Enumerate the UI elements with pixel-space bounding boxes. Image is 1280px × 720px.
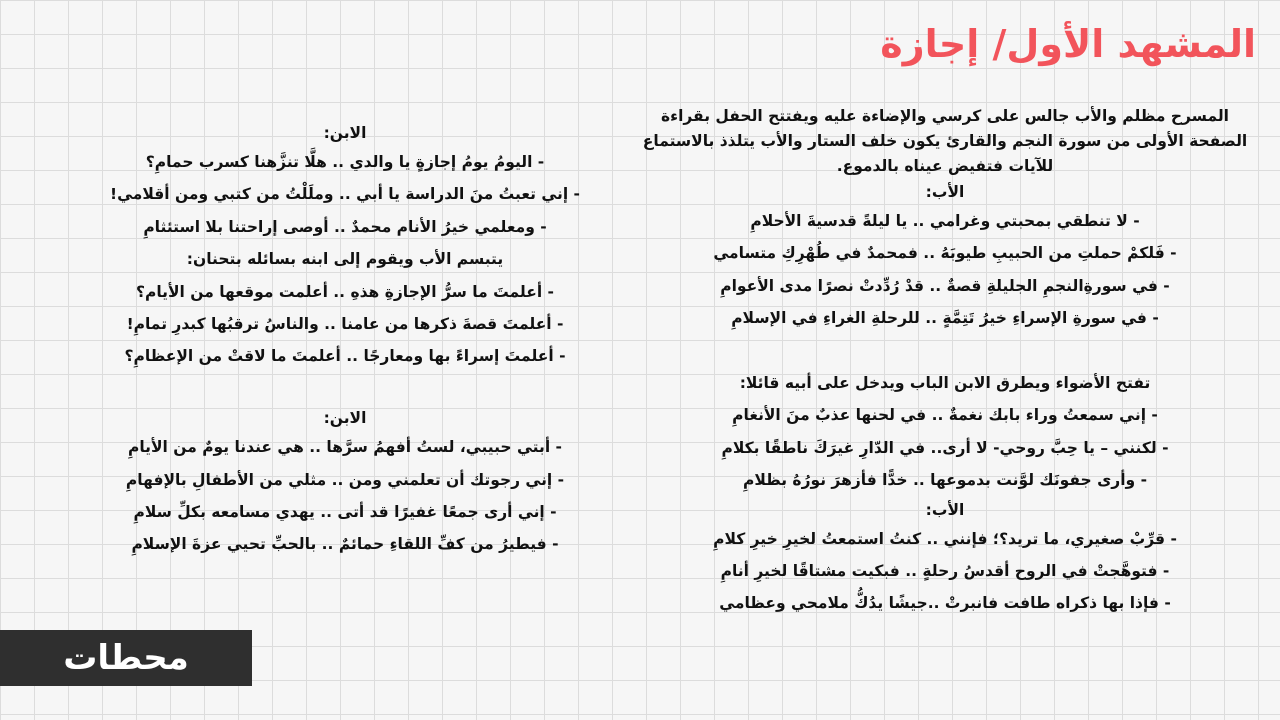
brand-logo: محطات — [0, 630, 252, 686]
verse-line: - وأرى جفونَك لوَّنت بدموعها .. خدًّا فأزهرَ نورُهُ بظلامِ — [742, 471, 1148, 490]
verse-line: - لا تنطقي بمحبتي وغرامي .. يا ليلةً قدسيةَ الأحلامِ — [750, 212, 1140, 230]
verse-line: - فَلكمْ حملتِ من الحبيبِ طيوبَهُ .. فمحمدٌ في طُهْرِكِ متسامي — [713, 244, 1177, 263]
verse-line: - في سورةِ الإسراءِ خيرُ تَتِمَّةٍ .. للرحلةِ الغراءِ في الإسلامِ — [731, 309, 1159, 328]
verse-line: - إني سمعتُ وراء بابك نغمةٌ .. في لحنها عذبٌ منَ الأنغامِ — [732, 406, 1158, 425]
speaker-label-son: الابن: — [323, 409, 367, 428]
spacer — [640, 335, 1250, 367]
verse-line: - أعلمتَ ما سرُّ الإجازةِ هذهِ .. أعلمت موقعها من الأيام؟ — [136, 282, 554, 301]
verse-line: - فتوهَّجتْ في الروح أقدسُ رحلةٍ .. فبكيت مشتاقًا لخيرِ أنامِ — [720, 561, 1170, 580]
speaker-label-son: الابن: — [323, 124, 367, 142]
speaker-label-father: الأب: — [925, 500, 965, 519]
verse-line: - فيطيرُ من كفِّ اللقاءِ حمائمٌ .. بالحبِّ تحيي عزةَ الإسلامِ — [131, 535, 559, 554]
verse-line: - إني أرى جمعًا غفيرًا قد أتى .. يهدي مسامعه بكلِّ سلامِ — [133, 502, 557, 521]
verse-line: - ومعلمي خيرُ الأنام محمدٌ .. أوصى إراحتنا بلا استئثامِ — [143, 217, 547, 236]
verse-line: - أعلمتَ قصةَ ذكرها من عامنا .. والناسُ ترقبُها كبدرِ تمامِ! — [126, 314, 564, 333]
spacer — [110, 373, 580, 405]
verse-line: - إني رجوتك أن تعلمني ومن .. مثلي من الأطفالِ بالإفهامِ — [125, 470, 565, 489]
verse-line: - لكنني – يا حِبَّ روحي- لا أرى.. في الدّارِ غيرَكَ ناطقًا بكلامِ — [721, 438, 1169, 457]
scene-description: المسرح مظلم والأب جالس على كرسي والإضاءة عليه ويفتتح الحفل بقراءة الصفحة الأولى من سورة النجم والقارئ يكون خلف الستار والأب يتلذذ بالاستماع للآيات فتفيض عيناه بالدموع. — [642, 107, 1248, 175]
verse-line: - فإذا بها ذكراه طافت فانبرتْ ..جيشًا يدُكُّ ملامحي وعظامي — [719, 594, 1171, 613]
verse-line: - أبتي حبيبي، لستُ أفهمُ سرَّها .. هي عندنا يومٌ من الأيامِ — [128, 438, 562, 457]
verse-line: - في سورةِالنجمِ الجليلةِ قصةٌ .. قدْ رُدِّدتْ نصرًا مدى الأعوامِ — [720, 276, 1170, 295]
verse-line: - أعلمتَ إسراءً بها ومعارجًا .. أعلمتَ ما لاقتْ من الإعظامِ؟ — [124, 347, 566, 366]
verse-line: - اليومُ يومُ إجازةٍ يا والدي .. هلَّا تنزَّهنا كسرب حمامِ؟ — [145, 153, 545, 171]
right-column — [640, 104, 1250, 620]
verse-line: - إني تعبتُ منَ الدراسة يا أبي .. وملَلْتُ من كتبي ومن أقلامي! — [110, 185, 580, 204]
stage-direction: تفتح الأضواء ويطرق الابن الباب ويدخل على أبيه قائلا: — [739, 373, 1151, 392]
speaker-label-father: الأب: — [925, 183, 965, 201]
left-column — [110, 120, 580, 561]
page-title: المشهد الأول/ إجازة — [880, 22, 1256, 66]
verse-line: - قرِّبْ صغيري، ما تريد؟؛ فإنني .. كنتُ استمعتُ لخيرِ خيرِ كلامِ — [713, 529, 1177, 548]
stage-direction: يتبسم الأب ويقوم إلى ابنه بسائله بتحنان: — [186, 250, 504, 269]
